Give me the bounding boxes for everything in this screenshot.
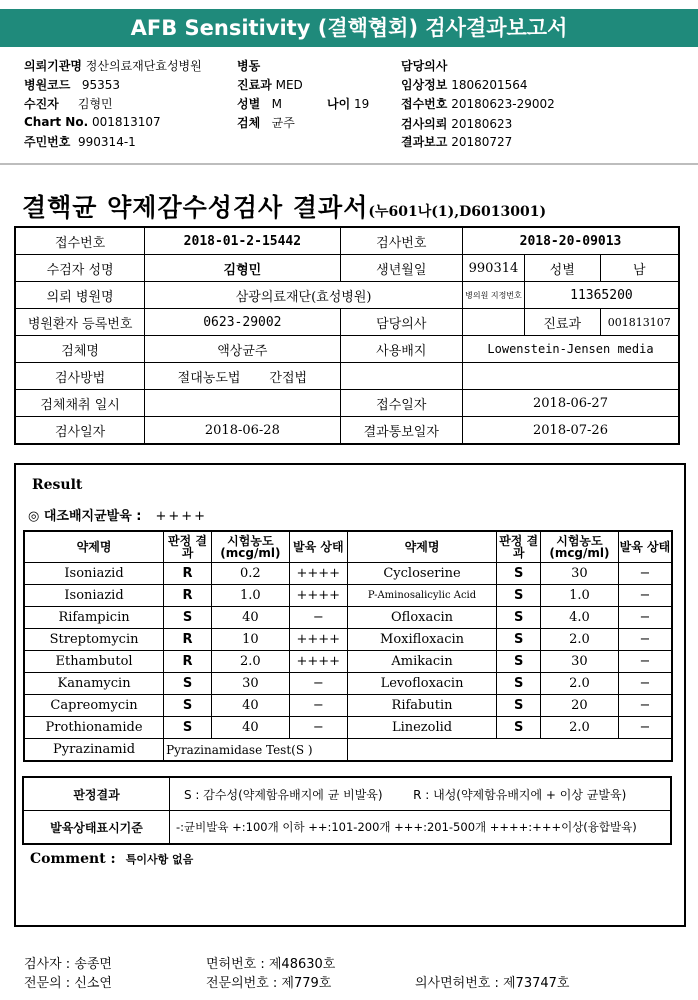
growth-legend-label: 발육상태표시기준 xyxy=(23,811,170,845)
drug-name: Isoniazid xyxy=(24,563,164,585)
drug-name-2: Levofloxacin xyxy=(347,673,497,695)
request-label: 검사의뢰 xyxy=(401,117,448,131)
concentration: 30 xyxy=(211,673,289,695)
growth-status: ++++ xyxy=(289,629,347,651)
table-header-row xyxy=(24,531,672,563)
designation-no-label: 병의원 지정번호 xyxy=(463,282,525,309)
medium-value: Lowenstein-Jensen media xyxy=(463,336,680,363)
sex-value: M xyxy=(271,97,282,111)
clinical-value: 1806201564 xyxy=(451,78,528,92)
method-label: 검사방법 xyxy=(15,363,145,390)
notify-date-label: 결과통보일자 xyxy=(340,417,462,445)
table-row xyxy=(15,309,679,336)
medium-label: 사용배지 xyxy=(340,336,462,363)
table-row xyxy=(24,629,672,651)
empty-cell xyxy=(340,363,462,390)
col-drug: 약제명 xyxy=(24,531,164,563)
document-code: (누601나(1),D6013001) xyxy=(368,204,547,220)
growth-status-2: − xyxy=(618,717,672,739)
hospital-label: 의뢰기관명 xyxy=(24,59,82,73)
concentration: 40 xyxy=(211,717,289,739)
col-concentration-2: 시험농도 (mcg/ml) xyxy=(541,531,619,563)
chart-label: Chart No. xyxy=(24,115,89,129)
growth-status: − xyxy=(289,717,347,739)
judgement: R xyxy=(164,629,212,651)
table-row xyxy=(15,363,679,390)
concentration-2: 2.0 xyxy=(541,717,619,739)
sex-label: 성별 xyxy=(237,97,261,111)
attending-value xyxy=(463,309,525,336)
resident-label: 주민번호 xyxy=(24,135,71,149)
code-value: 95353 xyxy=(81,78,121,92)
growth-status: ++++ xyxy=(289,585,347,607)
concentration-2: 2.0 xyxy=(541,673,619,695)
table-row xyxy=(24,695,672,717)
drug-name-2: P-Aminosalicylic Acid xyxy=(347,585,497,607)
judgement: R xyxy=(164,585,212,607)
col-judgement-2: 판정 결과 xyxy=(497,531,541,563)
concentration: 2.0 xyxy=(211,651,289,673)
col-growth: 발육 상태 xyxy=(289,531,347,563)
drug-name-2: Rifabutin xyxy=(347,695,497,717)
legend-s: S : 감수성(약제함유배지에 균 비발육) xyxy=(184,787,383,802)
collection-label: 검체채취 일시 xyxy=(15,390,145,417)
concentration-2: 30 xyxy=(541,651,619,673)
ward-label: 병동 xyxy=(237,59,261,73)
doctor-license-no: 의사면허번호 : 제73747호 xyxy=(415,976,570,991)
col-judgement: 판정 결과 xyxy=(164,531,212,563)
drug-name: Kanamycin xyxy=(24,673,164,695)
registration-value: 0623-29002 xyxy=(145,309,340,336)
growth-status: − xyxy=(289,607,347,629)
specimen-value: 균주 xyxy=(271,116,295,130)
comment xyxy=(30,851,193,867)
age-label: 나이 xyxy=(327,97,351,111)
growth-status-2: − xyxy=(618,629,672,651)
sex-value-cell: 남 xyxy=(600,255,679,282)
license-no: 면허번호 : 제48630호 xyxy=(206,957,336,972)
drug-name: Prothionamide xyxy=(24,717,164,739)
col-growth-2: 발육 상태 xyxy=(618,531,672,563)
report-banner-title: AFB Sensitivity (결핵협회) 검사결과보고서 xyxy=(0,9,698,47)
col-concentration: 시험농도 (mcg/ml) xyxy=(211,531,289,563)
table-row xyxy=(15,227,679,255)
judgement-legend-text xyxy=(170,777,672,811)
request-value: 20180623 xyxy=(451,117,513,131)
empty-cell xyxy=(347,739,672,762)
legend-table xyxy=(22,776,672,845)
receipt-no-label: 접수번호 xyxy=(15,227,145,255)
control-growth-label: ◎ 대조배지균발육 : xyxy=(28,509,142,524)
concentration: 0.2 xyxy=(211,563,289,585)
empty-cell xyxy=(463,363,680,390)
receipt-no-value: 2018-01-2-15442 xyxy=(145,227,340,255)
method-value xyxy=(145,363,340,390)
drug-name: Capreomycin xyxy=(24,695,164,717)
judgement: S xyxy=(164,673,212,695)
doctor-label: 담당의사 xyxy=(401,59,448,73)
judgement-legend-label: 판정결과 xyxy=(23,777,170,811)
test-no-label: 검사번호 xyxy=(340,227,462,255)
concentration-2: 1.0 xyxy=(541,585,619,607)
designation-no-value: 11365200 xyxy=(524,282,679,309)
clinical-label: 임상정보 xyxy=(401,78,448,92)
growth-status: − xyxy=(289,695,347,717)
received-label: 접수일자 xyxy=(340,390,462,417)
department-label: 진료과 xyxy=(524,309,600,336)
specimen-label: 검체 xyxy=(237,116,261,130)
judgement-2: S xyxy=(497,673,541,695)
examinee-label: 수검자 성명 xyxy=(15,255,145,282)
sex-label-cell: 성별 xyxy=(524,255,600,282)
pyrazinamide-row xyxy=(24,739,672,762)
test-date-value: 2018-06-28 xyxy=(145,417,340,445)
table-row xyxy=(24,563,672,585)
document-title xyxy=(22,188,546,224)
table-row xyxy=(15,336,679,363)
method-absolute: 절대농도법 xyxy=(177,370,241,386)
growth-status-2: − xyxy=(618,585,672,607)
concentration: 40 xyxy=(211,607,289,629)
pyrazinamide-name: Pyrazinamid xyxy=(24,739,164,762)
concentration: 40 xyxy=(211,695,289,717)
patient-label: 수진자 xyxy=(24,97,59,111)
judgement: S xyxy=(164,695,212,717)
test-no-value: 2018-20-09013 xyxy=(463,227,680,255)
judgement-2: S xyxy=(497,717,541,739)
birthdate-label: 생년월일 xyxy=(340,255,462,282)
judgement-2: S xyxy=(497,607,541,629)
drug-name: Rifampicin xyxy=(24,607,164,629)
resident-value: 990314-1 xyxy=(78,135,136,149)
comment-text: 특이사항 없음 xyxy=(125,853,194,866)
table-row xyxy=(24,607,672,629)
control-growth-value: ++++ xyxy=(155,509,208,524)
report-date-label: 결과보고 xyxy=(401,135,448,149)
specimen-info-table xyxy=(14,226,680,445)
drug-name-2: Ofloxacin xyxy=(347,607,497,629)
specialist: 전문의 : 신소연 xyxy=(24,976,112,991)
drug-name: Ethambutol xyxy=(24,651,164,673)
patient-value: 김형민 xyxy=(77,97,113,111)
pyrazinamide-result: Pyrazinamidase Test(S ) xyxy=(164,739,348,762)
table-row xyxy=(23,811,671,845)
growth-status-2: − xyxy=(618,607,672,629)
table-row xyxy=(23,777,671,811)
age-value: 19 xyxy=(354,97,370,111)
chart-value: 001813107 xyxy=(91,115,161,129)
header-divider xyxy=(0,163,698,165)
legend-r: R : 내성(약제함유배지에 + 이상 균발육) xyxy=(413,787,627,802)
growth-legend-text: -:균비발육 +:100개 이하 ++:101-200개 +++:201-500개 ++++:+++이상(융합발육) xyxy=(170,811,672,845)
drug-susceptibility-table xyxy=(23,530,673,762)
table-row xyxy=(24,651,672,673)
hospital-value: 정산의료재단효성병원 xyxy=(85,59,202,73)
judgement: R xyxy=(164,563,212,585)
concentration-2: 20 xyxy=(541,695,619,717)
specimen-name-value: 액상균주 xyxy=(145,336,340,363)
code-label: 병원코드 xyxy=(24,78,71,92)
control-growth xyxy=(28,505,207,524)
receipt-value: 20180623-29002 xyxy=(451,97,555,111)
dept-value: MED xyxy=(275,78,303,92)
specialist-no: 전문의번호 : 제779호 xyxy=(206,976,332,991)
hospital-name-value: 삼광의료재단(효성병원) xyxy=(145,282,463,309)
growth-status-2: − xyxy=(618,651,672,673)
drug-name-2: Linezolid xyxy=(347,717,497,739)
judgement: S xyxy=(164,607,212,629)
method-indirect: 간접법 xyxy=(269,370,308,386)
registration-label: 병원환자 등록번호 xyxy=(15,309,145,336)
growth-status-2: − xyxy=(618,695,672,717)
judgement-2: S xyxy=(497,629,541,651)
judgement-2: S xyxy=(497,695,541,717)
judgement-2: S xyxy=(497,585,541,607)
examinee-value: 김형민 xyxy=(145,255,340,282)
specimen-name-label: 검체명 xyxy=(15,336,145,363)
table-row xyxy=(24,673,672,695)
growth-status-2: − xyxy=(618,563,672,585)
growth-status: − xyxy=(289,673,347,695)
drug-name-2: Cycloserine xyxy=(347,563,497,585)
judgement: R xyxy=(164,651,212,673)
growth-status: ++++ xyxy=(289,563,347,585)
table-row xyxy=(15,255,679,282)
collection-value xyxy=(145,390,340,417)
test-date-label: 검사일자 xyxy=(15,417,145,445)
drug-name: Streptomycin xyxy=(24,629,164,651)
received-value: 2018-06-27 xyxy=(463,390,680,417)
examiner: 검사자 : 송종면 xyxy=(24,957,112,972)
judgement-2: S xyxy=(497,651,541,673)
table-row xyxy=(15,417,679,445)
notify-date-value: 2018-07-26 xyxy=(463,417,680,445)
table-row xyxy=(15,390,679,417)
drug-name: Isoniazid xyxy=(24,585,164,607)
table-row xyxy=(24,717,672,739)
table-row xyxy=(15,282,679,309)
birthdate-value: 990314 xyxy=(463,255,525,282)
drug-name-2: Moxifloxacin xyxy=(347,629,497,651)
table-row xyxy=(24,585,672,607)
comment-label: Comment : xyxy=(30,851,116,867)
judgement-2: S xyxy=(497,563,541,585)
result-label: Result xyxy=(32,477,83,493)
concentration-2: 30 xyxy=(541,563,619,585)
document-title-text: 결핵균 약제감수성검사 결과서 xyxy=(22,193,369,222)
growth-status-2: − xyxy=(618,673,672,695)
concentration-2: 4.0 xyxy=(541,607,619,629)
concentration: 10 xyxy=(211,629,289,651)
report-date-value: 20180727 xyxy=(451,135,513,149)
concentration: 1.0 xyxy=(211,585,289,607)
department-value: 001813107 xyxy=(600,309,679,336)
hospital-name-label: 의뢰 병원명 xyxy=(15,282,145,309)
judgement: S xyxy=(164,717,212,739)
attending-label: 담당의사 xyxy=(340,309,462,336)
dept-label: 진료과 xyxy=(237,78,272,92)
col-drug-2: 약제명 xyxy=(347,531,497,563)
receipt-label: 접수번호 xyxy=(401,97,448,111)
concentration-2: 2.0 xyxy=(541,629,619,651)
growth-status: ++++ xyxy=(289,651,347,673)
drug-name-2: Amikacin xyxy=(347,651,497,673)
